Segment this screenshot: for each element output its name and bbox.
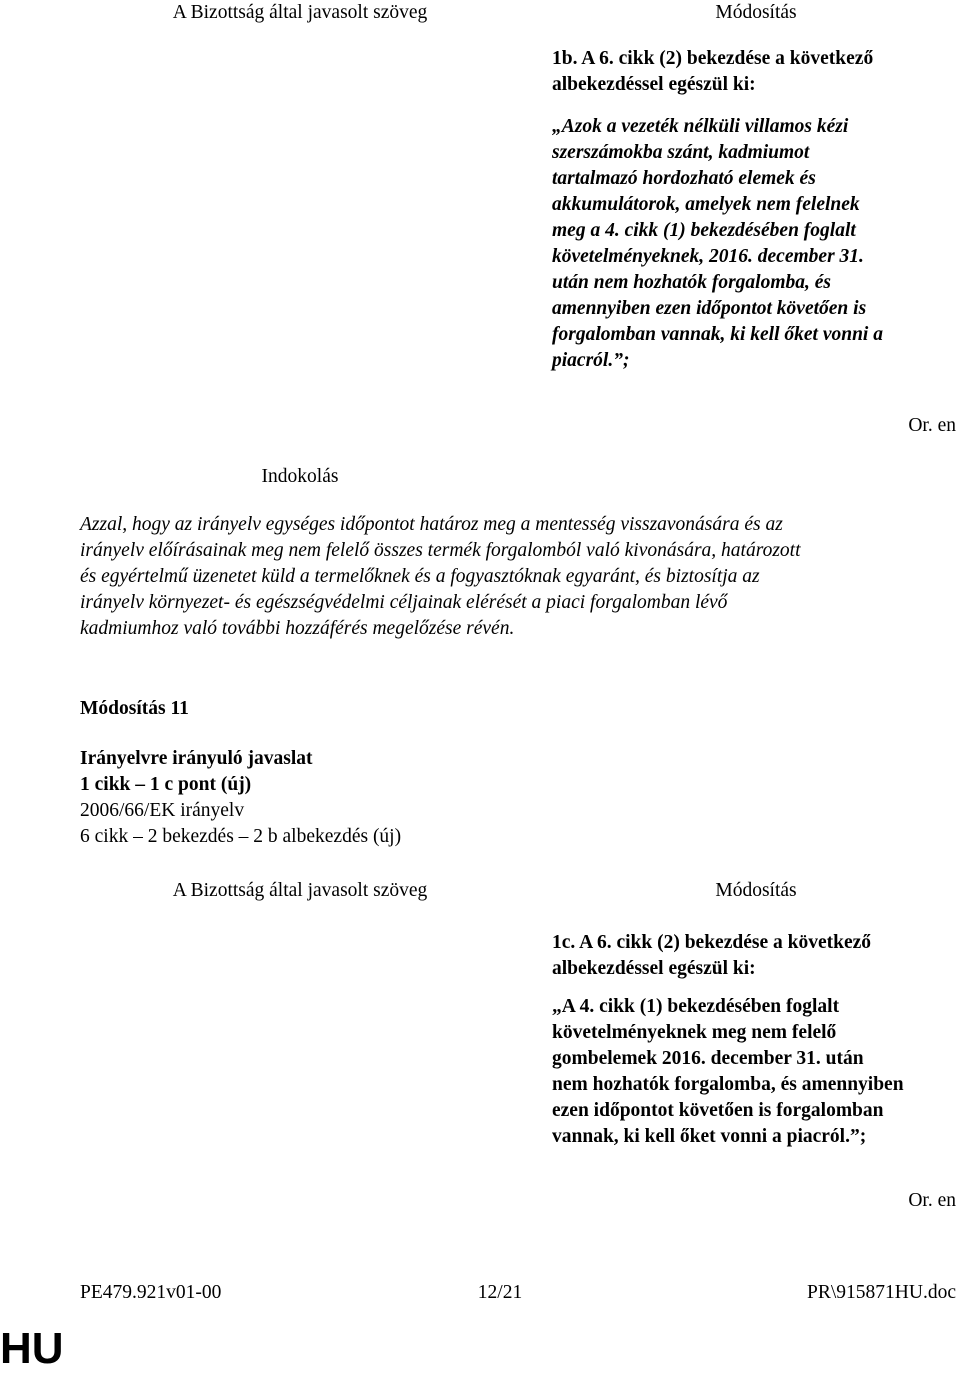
- table1-quote-line: „Azok a vezeték nélküli villamos kézi: [552, 116, 849, 137]
- table2-quote-line: nem hozhatók forgalomba, és amennyiben: [552, 1074, 904, 1095]
- justification-line: kadmiumhoz való további hozzáférés megelőzése révén.: [80, 618, 515, 639]
- footer-doc-id: PE479.921v01-00: [80, 1282, 222, 1303]
- table2-intro-line: 1c. A 6. cikk (2) bekezdése a következő: [552, 932, 872, 953]
- footer-language-code: HU: [0, 1324, 64, 1373]
- table2-header-left: A Bizottság által javasolt szöveg: [172, 880, 428, 901]
- table2-quote-line: gombelemek 2016. december 31. után: [552, 1048, 864, 1069]
- footer-file-name: PR\915871HU.doc: [807, 1282, 956, 1303]
- justification-title: Indokolás: [261, 466, 339, 487]
- table1-quote-line: követelményeknek, 2016. december 31.: [552, 246, 864, 267]
- table1-header-right: Módosítás: [715, 2, 797, 23]
- table2-quote-line: „A 4. cikk (1) bekezdésében foglalt: [552, 996, 840, 1017]
- table1-intro-line: albekezdéssel egészül ki:: [552, 74, 756, 95]
- table1-intro: [552, 46, 960, 98]
- original-language-1: Or. en: [908, 415, 956, 436]
- table1-quote: [552, 114, 960, 374]
- table2-intro-line: albekezdéssel egészül ki:: [552, 958, 756, 979]
- table1-quote-line: tartalmazó hordozható elemek és: [552, 168, 816, 189]
- table1-quote-line: szerszámokba szánt, kadmiumot: [552, 142, 810, 163]
- article-detail: 6 cikk – 2 bekezdés – 2 b albekezdés (új): [80, 826, 402, 847]
- table1-quote-line: után nem hozhatók forgalomba, és: [552, 272, 832, 293]
- table1-intro-line: 1b. A 6. cikk (2) bekezdése a következő: [552, 48, 874, 69]
- amendment-title: Módosítás 11: [80, 698, 189, 719]
- table2-quote: [552, 994, 960, 1150]
- justification-text: [80, 512, 960, 642]
- table2-intro: [552, 930, 960, 982]
- table2-header-right: Módosítás: [715, 880, 797, 901]
- original-language-2: Or. en: [908, 1190, 956, 1211]
- table2-quote-line: vannak, ki kell őket vonni a piacról.”;: [552, 1126, 867, 1147]
- proposal-label: Irányelvre irányuló javaslat: [80, 748, 313, 769]
- table1-header-left: A Bizottság által javasolt szöveg: [172, 2, 428, 23]
- justification-line: Azzal, hogy az irányelv egységes időpontot határoz meg a mentesség visszavonására és az: [80, 514, 783, 535]
- justification-line: irányelv előírásainak meg nem felelő összes termék forgalomból való kivonására, határozott: [80, 540, 801, 561]
- table1-quote-line: meg a 4. cikk (1) bekezdésében foglalt: [552, 220, 856, 241]
- footer-page-number: 12/21: [477, 1282, 523, 1303]
- table2-quote-line: ezen időpontot követően is forgalomban: [552, 1100, 884, 1121]
- table1-quote-line: akkumulátorok, amelyek nem felelnek: [552, 194, 860, 215]
- directive-reference: 2006/66/EK irányelv: [80, 800, 245, 821]
- amendment-reference: [80, 746, 960, 850]
- article-reference: 1 cikk – 1 c pont (új): [80, 774, 252, 795]
- table1-quote-line: forgalomban vannak, ki kell őket vonni a: [552, 324, 883, 345]
- table2-quote-line: követelményeknek meg nem felelő: [552, 1022, 837, 1043]
- justification-line: és egyértelmű üzenetet küld a termelőknek és a fogyasztóknak egyaránt, és biztosítja az: [80, 566, 760, 587]
- justification-line: irányelv környezet- és egészségvédelmi céljainak elérését a piaci forgalomban lévő: [80, 592, 728, 613]
- table1-quote-line: amennyiben ezen időpontot követően is: [552, 298, 867, 319]
- table1-quote-line: piacról.”;: [552, 350, 630, 371]
